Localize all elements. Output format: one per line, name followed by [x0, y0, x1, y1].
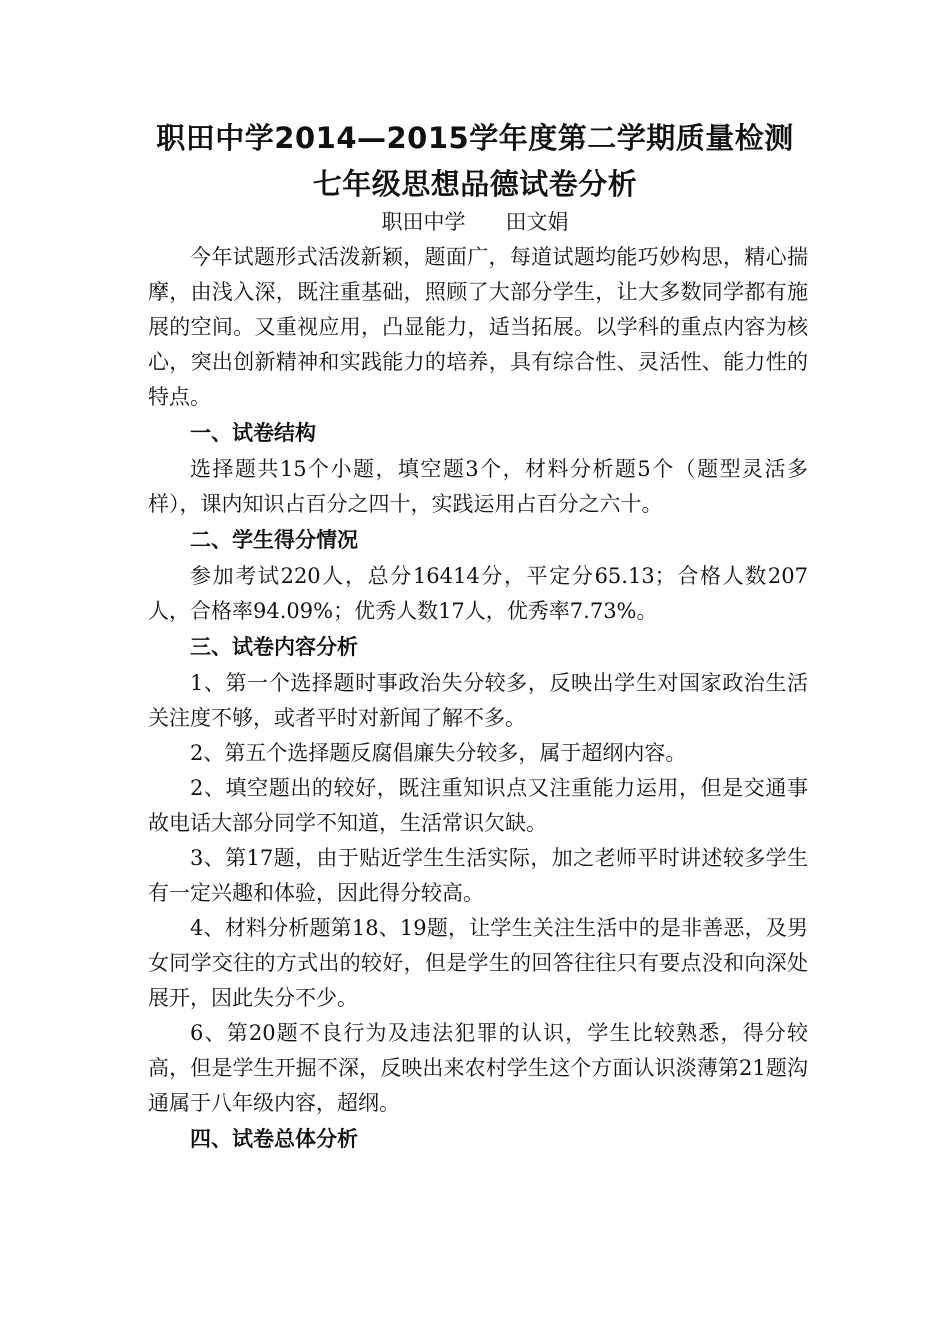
- paragraph: 4、材料分析题第18、19题，让学生关注生活中的是非善恶，及男女同学交往的方式出的较好，但是学生的回答往往只有要点没和向深处展开，因此失分不少。: [148, 916, 808, 1010]
- author-school: 职田中学: [381, 210, 466, 234]
- paragraph: 6、第20题不良行为及违法犯罪的认识，学生比较熟悉，得分较高，但是学生开掘不深，反映出来农村学生这个方面认识淡薄第21题沟通属于八年级内容，超纲。: [148, 1021, 808, 1115]
- paragraph: 选择题共15个小题，填空题3个，材料分析题5个（题型灵活多样），课内知识占百分之四十，实践运用占百分之六十。: [148, 457, 808, 516]
- paragraph: 2、第五个选择题反腐倡廉失分较多，属于超纲内容。: [190, 741, 687, 765]
- intro-paragraph: 今年试题形式活泼新颖，题面广，每道试题均能巧妙构思，精心揣摩，由浅入深，既注重基础，照顾了大部分学生，让大多数同学都有施展的空间。又重视应用，凸显能力，适当拓展。以学科的重点内容为核心，突出创新精神和实践能力的培养，具有综合性、灵活性、能力性的特点。: [148, 245, 808, 409]
- document-body: [148, 240, 808, 1158]
- document-title-line2: 七年级思想品德试卷分析: [312, 167, 638, 201]
- paragraph: 2、填空题出的较好，既注重知识点又注重能力运用，但是交通事故电话大部分同学不知道，生活常识欠缺。: [148, 776, 808, 835]
- author-line: [0, 206, 950, 238]
- paragraph: 1、第一个选择题时事政治失分较多，反映出学生对国家政治生活关注度不够，或者平时对新闻了解不多。: [148, 671, 808, 730]
- author-name: 田文娟: [505, 210, 569, 234]
- document-title-line1: 职田中学2014—2015学年度第二学期质量检测: [156, 121, 794, 155]
- section-heading-content-analysis: 三、试卷内容分析: [190, 635, 358, 659]
- paragraph: 参加考试220人，总分16414分，平定分65.13；合格人数207人，合格率94.09%；优秀人数17人，优秀率7.73%。: [148, 564, 808, 623]
- section-heading-scores: 二、学生得分情况: [190, 528, 358, 552]
- paragraph: 3、第17题，由于贴近学生生活实际，加之老师平时讲述较多学生有一定兴趣和体验，因此得分较高。: [148, 846, 808, 905]
- section-heading-structure: 一、试卷结构: [190, 421, 316, 445]
- section-heading-overall-analysis: 四、试卷总体分析: [190, 1127, 358, 1151]
